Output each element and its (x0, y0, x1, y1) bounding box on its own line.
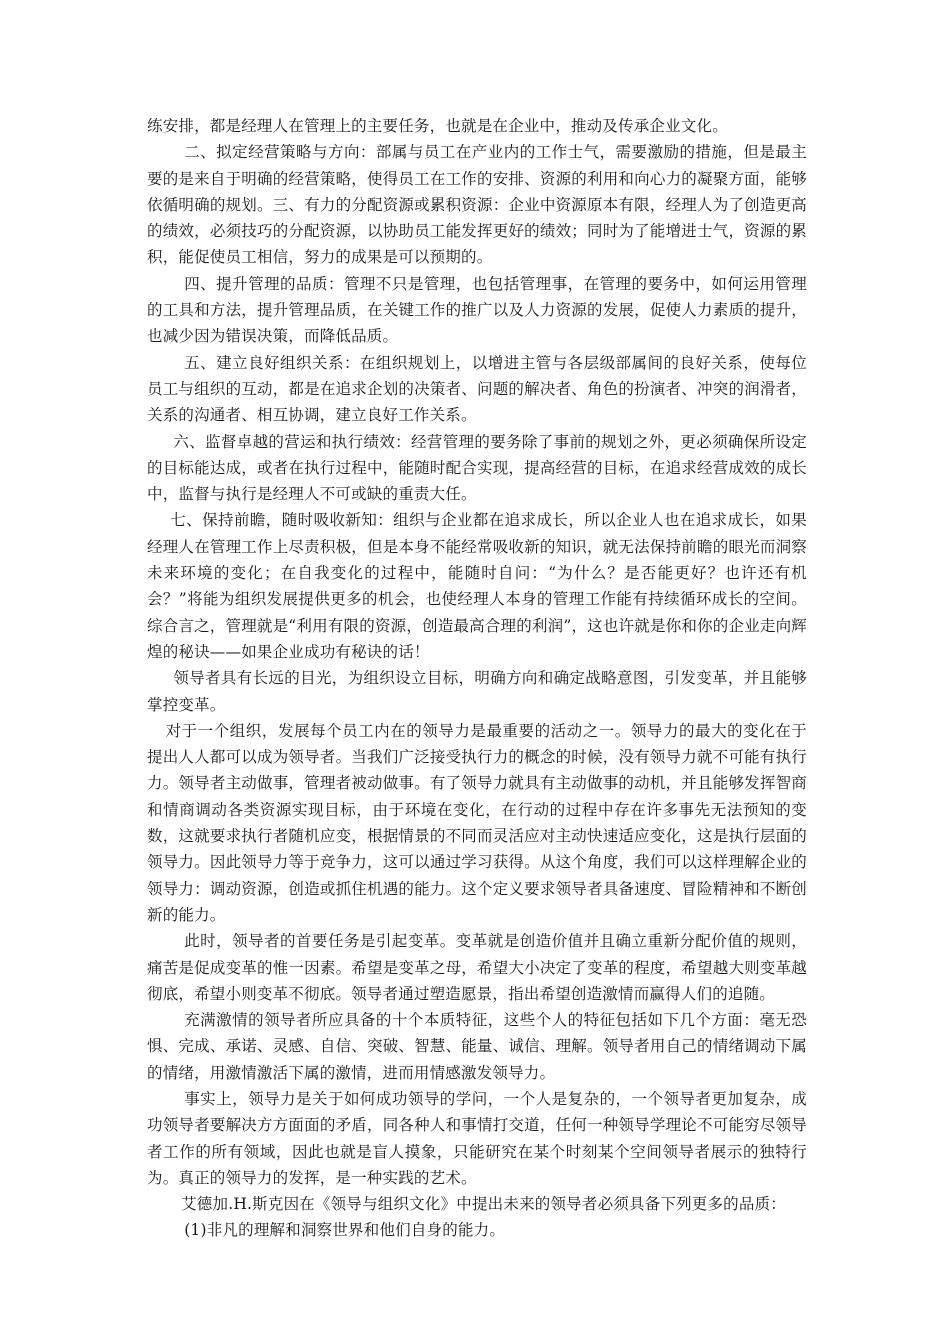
paragraph-strategy: 二、拟定经营策略与方向：部属与员工在产业内的工作士气，需要激励的措施，但是最主要的是来自于明确的经营策略，使得员工在工作的安排、资源的利用和向心力的凝聚方面，能够依循明确的规划。三、有力的分配资源或累积资源：企业中资源原本有限，经理人为了创造更高的绩效，必须技巧的分配资源，以协助员工能发挥更好的绩效；同时为了能增进士气，资源的累积，能促使员工相信，努力的成果是可以预期的。 (147, 143, 807, 267)
paragraph-change: 此时，领导者的首要任务是引起变革。变革就是创造价值并且确立重新分配价值的规则，痛苦是促成变革的惟一因素。希望是变革之母，希望大小决定了变革的程度，希望越大则变革越彻底，希望小则变革不彻底。领导者通过塑造愿景，指出希望创造激情而赢得人们的追随。 (147, 932, 807, 1003)
paragraph-quality: 四、提升管理的品质：管理不只是管理，也包括管理事，在管理的要务中，如何运用管理的工具和方法，提升管理品质，在关键工作的推广以及人力资源的发展，促使人力素质的提升，也减少因为错误决策，而降低品质。 (147, 274, 807, 346)
paragraph-continuation: 练安排，都是经理人在管理上的主要任务，也就是在企业中，推动及传承企业文化。 (147, 117, 728, 135)
paragraph-leader-vision: 领导者具有长远的目光，为组织设立目标，明确方向和确定战略意图，引发变革，并且能够掌控变革。 (147, 669, 807, 714)
paragraph-relations: 五、建立良好组织关系：在组织规划上，以增进主管与各层级部属间的良好关系，使每位员工与组织的互动，都是在追求企划的决策者、问题的解决者、角色的扮演者、冲突的润滑者，关系的沟通者、相互协调，建立良好工作关系。 (147, 353, 807, 425)
document-page (147, 113, 807, 1244)
paragraph-supervision: 六、监督卓越的营运和执行绩效：经营管理的要务除了事前的规划之外，更必须确保所设定的目标能达成，或者在执行过程中，能随时配合实现，提高经营的目标，在追求经营成效的成长中，监督与执行是经理人不可或缺的重责大任。 (147, 432, 807, 504)
paragraph-schein: 艾德加.H.斯克因在《领导与组织文化》中提出未来的领导者必须具备下列更多的品质： (181, 1195, 786, 1214)
paragraph-leadership-development: 对于一个组织，发展每个员工内在的领导力是最重要的活动之一。领导力的最大的变化在于提出人人都可以成为领导者。当我们广泛接受执行力的概念的时候，没有领导力就不可能有执行力。领导者主动做事，管理者被动做事。有了领导力就具有主动做事的动机，并且能够发挥智商和情商调动各类资源实现目标，由于环境在变化，在行动的过程中存在许多事先无法预知的变数，这就要求执行者随机应变，根据情景的不同而灵活应对主动快速适应变化，这是执行层面的领导力。因此领导力等于竞争力，这可以通过学习获得。从这个角度，我们可以这样理解企业的领导力：调动资源，创造或抓住机遇的能力。这个定义要求领导者具备速度、冒险精神和不断创新的能力。 (147, 721, 807, 924)
paragraph-practice: 事实上，领导力是关于如何成功领导的学问，一个人是复杂的，一个领导者更加复杂，成功领导者要解决方方面面的矛盾，同各种人和事情打交道，任何一种领导学理论不可能穷尽领导者工作的所有领域，因此也就是盲人摸象，只能研究在某个时刻某个空间领导者展示的独特行为。真正的领导力的发挥，是一种实践的艺术。 (147, 1089, 807, 1187)
paragraph-forward-looking: 七、保持前瞻，随时吸收新知：组织与企业都在追求成长，所以企业人也在追求成长，如果经理人在管理工作上尽责积极，但是本身不能经常吸收新的知识，就无法保持前瞻的眼光而洞察未来环境的变化；在自我变化的过程中，能随时自问：“为什么？是否能更好？也许还有机会？”将能为组织发展提供更多的机会，也使经理人本身的管理工作能有持续循环成长的空间。综合言之，管理就是“利用有限的资源，创造最高合理的利润”，这也许就是你和你的企业走向辉煌的秘诀——如果企业成功有秘诀的话！ (147, 511, 807, 661)
list-item-quality-1: (1)非凡的理解和洞察世界和他们自身的能力。 (184, 1221, 506, 1240)
paragraph-passion: 充满激情的领导者所应具备的十个本质特征，这些个人的特征包括如下几个方面：毫无恐惧、完成、承诺、灵感、自信、突破、智慧、能量、诚信、理解。领导者用自己的情绪调动下属的情绪，用激情激活下属的激情，进而用情感激发领导力。 (147, 1011, 807, 1082)
